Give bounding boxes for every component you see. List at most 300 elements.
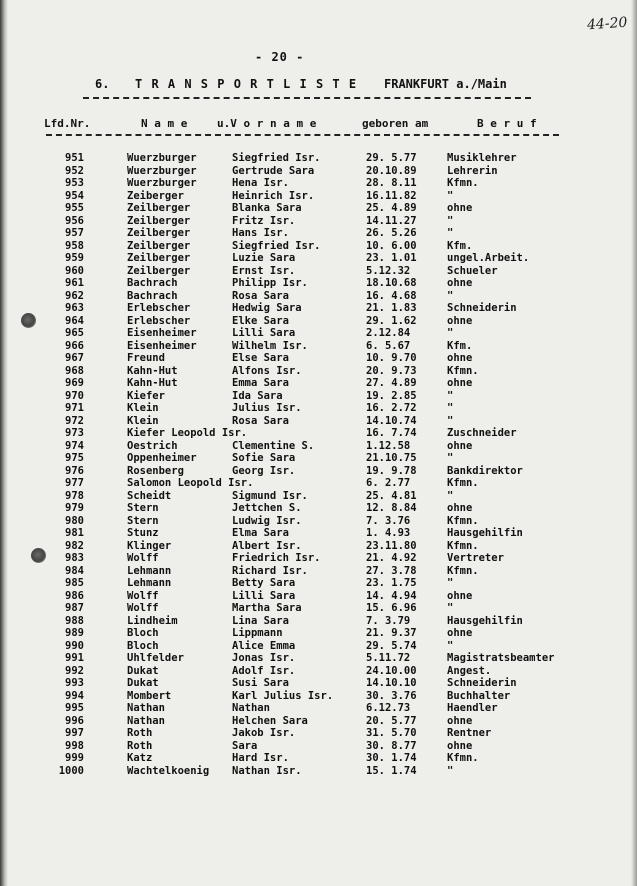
list-row (0, 577, 637, 590)
row-number: 979 (65, 502, 84, 514)
first-name: Siegfried Isr. (232, 239, 321, 252)
list-row (0, 552, 637, 565)
last-name: Wolff (127, 589, 159, 602)
list-row (0, 565, 637, 578)
row-number: 962 (65, 289, 84, 302)
last-name: Wuerzburger (127, 177, 197, 189)
first-name: Fritz Isr. (232, 214, 296, 227)
birth-date: 30. 3.76 (366, 689, 417, 702)
birth-date: 15. 6.96 (366, 602, 417, 614)
last-name: Oestrich (127, 439, 178, 452)
first-name: Jakob Isr. (232, 727, 296, 739)
last-name: Eisenheimer (127, 327, 197, 339)
row-number: 980 (65, 514, 84, 527)
birth-date: 29. 5.77 (366, 152, 417, 164)
row-number: 992 (65, 664, 84, 677)
row-number: 1000 (58, 764, 84, 777)
last-name: Wolff (127, 552, 159, 564)
birth-date: 10. 6.00 (366, 239, 417, 252)
list-row (0, 465, 637, 478)
list-row (0, 602, 637, 615)
birth-date: 21. 9.37 (366, 627, 417, 639)
occupation: Kfmn. (447, 539, 479, 552)
row-number: 991 (65, 652, 84, 664)
row-number: 976 (65, 464, 84, 477)
first-name: Rosa Sara (232, 289, 289, 302)
last-name: Freund (127, 352, 165, 364)
first-name: Blanka Sara (232, 202, 302, 214)
row-number: 961 (65, 277, 84, 289)
occupation: Hausgehilfin (447, 527, 523, 539)
occupation: " (447, 602, 454, 614)
last-name: Nathan (127, 702, 165, 714)
list-row (0, 290, 637, 303)
list-row (0, 415, 637, 428)
occupation: " (447, 214, 454, 227)
last-name: Stern (127, 514, 159, 527)
last-name: Dukat (127, 664, 159, 677)
list-row (0, 165, 637, 178)
last-name: Katz (127, 752, 153, 764)
list-row (0, 702, 637, 715)
row-number: 952 (65, 164, 84, 177)
place-heading: FRANKFURT a./Main (384, 77, 507, 91)
occupation: Kfmn. (447, 514, 479, 527)
first-name: Ernst Isr. (232, 264, 296, 277)
birth-date: 7. 3.79 (366, 614, 411, 627)
last-name: Klinger (127, 539, 172, 552)
column-header-geboren: geboren am (362, 117, 429, 130)
row-number: 982 (65, 539, 84, 552)
occupation: ohne (447, 627, 473, 639)
birth-date: 5.12.32 (366, 264, 411, 277)
first-name: Luzie Sara (232, 252, 296, 264)
occupation: Lehrerin (447, 164, 498, 177)
list-row (0, 327, 637, 340)
occupation: Kfmn. (447, 564, 479, 577)
birth-date: 23. 1.01 (366, 252, 417, 264)
list-row (0, 502, 637, 515)
first-name: Else Sara (232, 352, 289, 364)
occupation: " (447, 389, 454, 402)
list-row (0, 302, 637, 315)
birth-date: 20.10.89 (366, 164, 417, 177)
first-name: Hard Isr. (232, 752, 289, 764)
occupation: " (447, 639, 454, 652)
last-name: Zeilberger (127, 227, 191, 239)
last-name: Dukat (127, 677, 159, 689)
row-number: 988 (65, 614, 84, 627)
list-row (0, 265, 637, 278)
occupation: Vertreter (447, 552, 504, 564)
last-name: Wuerzburger (127, 152, 197, 164)
list-row (0, 315, 637, 328)
occupation: " (447, 289, 454, 302)
occupation: ohne (447, 352, 473, 364)
list-row (0, 240, 637, 253)
row-number: 974 (65, 439, 84, 452)
last-name: Lindheim (127, 614, 178, 627)
column-header-beruf: B e r u f (477, 117, 537, 130)
first-name: Wilhelm Isr. (232, 339, 308, 352)
birth-date: 15. 1.74 (366, 764, 417, 777)
occupation: Magistratsbeamter (447, 652, 555, 664)
list-row (0, 377, 637, 390)
row-number: 987 (65, 602, 84, 614)
birth-date: 25. 4.89 (366, 202, 417, 214)
first-name: Ludwig Isr. (232, 514, 302, 527)
birth-date: 16. 7.74 (366, 427, 417, 439)
first-name: Alice Emma (232, 639, 296, 652)
list-row (0, 615, 637, 628)
birth-date: 21. 1.83 (366, 302, 417, 314)
last-name: Zeiberger (127, 189, 184, 202)
first-name: Gertrude Sara (232, 164, 315, 177)
birth-date: 29. 5.74 (366, 639, 417, 652)
birth-date: 26. 5.26 (366, 227, 417, 239)
list-row (0, 452, 637, 465)
occupation: Rentner (447, 727, 492, 739)
first-name: Hans Isr. (232, 227, 289, 239)
first-name: Albert Isr. (232, 539, 302, 552)
first-name: Heinrich Isr. (232, 189, 315, 202)
list-row (0, 177, 637, 190)
last-name: Zeilberger (127, 214, 191, 227)
birth-date: 21.10.75 (366, 452, 417, 464)
list-row (0, 490, 637, 503)
column-header-nr: Lfd.Nr. (44, 117, 91, 130)
occupation: " (447, 189, 454, 202)
occupation: Kfmn. (447, 477, 479, 489)
row-number: 958 (65, 239, 84, 252)
occupation: ohne (447, 202, 473, 214)
occupation: " (447, 227, 454, 239)
row-number: 997 (65, 727, 84, 739)
first-name: Susi Sara (232, 677, 289, 689)
occupation: Kfm. (447, 239, 473, 252)
birth-date: 24.10.00 (366, 664, 417, 677)
birth-date: 1.12.58 (366, 439, 411, 452)
row-number: 951 (65, 152, 84, 164)
last-name: Kahn-Hut (127, 364, 178, 377)
birth-date: 16. 2.72 (366, 402, 417, 414)
transport-list (0, 152, 637, 777)
list-row (0, 740, 637, 753)
last-name: Klein (127, 414, 159, 427)
page-number: - 20 - (255, 50, 305, 64)
last-name: Lehmann (127, 564, 172, 577)
divider (83, 97, 531, 99)
last-name: Eisenheimer (127, 339, 197, 352)
list-row (0, 590, 637, 603)
list-row (0, 402, 637, 415)
last-name: Rosenberg (127, 464, 184, 477)
row-number: 969 (65, 377, 84, 389)
list-row (0, 340, 637, 353)
occupation: ungel.Arbeit. (447, 252, 530, 264)
first-name: Jettchen S. (232, 502, 302, 514)
occupation: Schneiderin (447, 302, 517, 314)
row-number: 986 (65, 589, 84, 602)
list-row (0, 252, 637, 265)
birth-date: 14.11.27 (366, 214, 417, 227)
first-name: Martha Sara (232, 602, 302, 614)
list-row (0, 540, 637, 553)
row-number: 966 (65, 339, 84, 352)
first-name: Helchen Sara (232, 714, 308, 727)
occupation: " (447, 327, 454, 339)
occupation: " (447, 414, 454, 427)
row-number: 975 (65, 452, 84, 464)
list-row (0, 440, 637, 453)
list-row (0, 227, 637, 240)
last-name: Klein (127, 402, 159, 414)
birth-date: 16.11.82 (366, 189, 417, 202)
birth-date: 6. 5.67 (366, 339, 411, 352)
last-name: Oppenheimer (127, 452, 197, 464)
row-number: 990 (65, 639, 84, 652)
occupation: ohne (447, 739, 473, 752)
first-name: Lippmann (232, 627, 283, 639)
row-number: 970 (65, 389, 84, 402)
row-number: 953 (65, 177, 84, 189)
row-number: 957 (65, 227, 84, 239)
list-row (0, 715, 637, 728)
first-name: Sigmund Isr. (232, 489, 308, 502)
row-number: 954 (65, 189, 84, 202)
last-name: Salomon Leopold Isr. (127, 477, 254, 489)
first-name: Clementine S. (232, 439, 315, 452)
first-name: Nathan (232, 702, 270, 714)
first-name: Nathan Isr. (232, 764, 302, 777)
birth-date: 6.12.73 (366, 702, 411, 714)
last-name: Erlebscher (127, 314, 191, 327)
list-row (0, 627, 637, 640)
last-name: Zeilberger (127, 239, 191, 252)
occupation: Schneiderin (447, 677, 517, 689)
occupation: ohne (447, 714, 473, 727)
occupation: " (447, 489, 454, 502)
list-row (0, 390, 637, 403)
last-name: Nathan (127, 714, 165, 727)
birth-date: 16. 4.68 (366, 289, 417, 302)
first-name: Sara (232, 739, 258, 752)
birth-date: 6. 2.77 (366, 477, 411, 489)
first-name: Ida Sara (232, 389, 283, 402)
row-number: 971 (65, 402, 84, 414)
row-number: 959 (65, 252, 84, 264)
birth-date: 7. 3.76 (366, 514, 411, 527)
occupation: ohne (447, 377, 473, 389)
birth-date: 30. 1.74 (366, 752, 417, 764)
row-number: 955 (65, 202, 84, 214)
list-row (0, 765, 637, 778)
occupation: Kfmn. (447, 752, 479, 764)
first-name: Hedwig Sara (232, 302, 302, 314)
birth-date: 18.10.68 (366, 277, 417, 289)
birth-date: 31. 5.70 (366, 727, 417, 739)
birth-date: 10. 9.70 (366, 352, 417, 364)
occupation: " (447, 577, 454, 589)
first-name: Betty Sara (232, 577, 296, 589)
last-name: Wuerzburger (127, 164, 197, 177)
row-number: 994 (65, 689, 84, 702)
margin-annotation: 44-20 (586, 14, 628, 34)
list-row (0, 752, 637, 765)
list-row (0, 515, 637, 528)
row-number: 967 (65, 352, 84, 364)
birth-date: 25. 4.81 (366, 489, 417, 502)
last-name: Bachrach (127, 277, 178, 289)
last-name: Stunz (127, 527, 159, 539)
occupation: Bankdirektor (447, 464, 523, 477)
row-number: 989 (65, 627, 84, 639)
row-number: 973 (65, 427, 84, 439)
row-number: 964 (65, 314, 84, 327)
first-name: Lilli Sara (232, 589, 296, 602)
occupation: ohne (447, 502, 473, 514)
birth-date: 14.10.74 (366, 414, 417, 427)
occupation: Kfmn. (447, 177, 479, 189)
last-name: Wachtelkoenig (127, 764, 210, 777)
list-row (0, 690, 637, 703)
page-title: T R A N S P O R T L I S T E (135, 77, 358, 91)
row-number: 984 (65, 564, 84, 577)
first-name: Georg Isr. (232, 464, 296, 477)
list-row (0, 152, 637, 165)
column-header-vorname: u.V o r n a m e (217, 117, 317, 130)
row-number: 998 (65, 739, 84, 752)
list-row (0, 352, 637, 365)
last-name: Mombert (127, 689, 172, 702)
first-name: Jonas Isr. (232, 652, 296, 664)
row-number: 978 (65, 489, 84, 502)
first-name: Lilli Sara (232, 327, 296, 339)
list-row (0, 427, 637, 440)
row-number: 996 (65, 714, 84, 727)
first-name: Siegfried Isr. (232, 152, 321, 164)
row-number: 968 (65, 364, 84, 377)
first-name: Emma Sara (232, 377, 289, 389)
occupation: Angest. (447, 664, 492, 677)
occupation: Hausgehilfin (447, 614, 523, 627)
row-number: 995 (65, 702, 84, 714)
birth-date: 23.11.80 (366, 539, 417, 552)
birth-date: 12. 8.84 (366, 502, 417, 514)
first-name: Lina Sara (232, 614, 289, 627)
last-name: Lehmann (127, 577, 172, 589)
list-row (0, 190, 637, 203)
occupation: ohne (447, 277, 473, 289)
birth-date: 21. 4.92 (366, 552, 417, 564)
list-row (0, 215, 637, 228)
birth-date: 29. 1.62 (366, 314, 417, 327)
birth-date: 1. 4.93 (366, 527, 411, 539)
birth-date: 2.12.84 (366, 327, 411, 339)
list-row (0, 527, 637, 540)
birth-date: 5.11.72 (366, 652, 411, 664)
occupation: " (447, 764, 454, 777)
row-number: 983 (65, 552, 84, 564)
first-name: Elma Sara (232, 527, 289, 539)
first-name: Hena Isr. (232, 177, 289, 189)
list-row (0, 277, 637, 290)
first-name: Julius Isr. (232, 402, 302, 414)
birth-date: 20. 5.77 (366, 714, 417, 727)
first-name: Philipp Isr. (232, 277, 308, 289)
first-name: Sofie Sara (232, 452, 296, 464)
first-name: Richard Isr. (232, 564, 308, 577)
row-number: 999 (65, 752, 84, 764)
birth-date: 27. 3.78 (366, 564, 417, 577)
occupation: ohne (447, 314, 473, 327)
last-name: Roth (127, 727, 153, 739)
first-name: Elke Sara (232, 314, 289, 327)
occupation: ohne (447, 439, 473, 452)
last-name: Zeilberger (127, 202, 191, 214)
last-name: Stern (127, 502, 159, 514)
row-number: 972 (65, 414, 84, 427)
last-name: Scheidt (127, 489, 172, 502)
column-header-name: N a m e (141, 117, 188, 130)
last-name: Wolff (127, 602, 159, 614)
birth-date: 19. 9.78 (366, 464, 417, 477)
birth-date: 28. 8.11 (366, 177, 417, 189)
list-row (0, 677, 637, 690)
occupation: " (447, 402, 454, 414)
list-row (0, 640, 637, 653)
occupation: Musiklehrer (447, 152, 517, 164)
first-name: Rosa Sara (232, 414, 289, 427)
last-name: Zeilberger (127, 264, 191, 277)
last-name: Uhlfelder (127, 652, 184, 664)
occupation: Buchhalter (447, 689, 511, 702)
list-row (0, 477, 637, 490)
last-name: Kiefer (127, 389, 165, 402)
last-name: Zeilberger (127, 252, 191, 264)
row-number: 985 (65, 577, 84, 589)
occupation: ohne (447, 589, 473, 602)
first-name: Adolf Isr. (232, 664, 296, 677)
birth-date: 14.10.10 (366, 677, 417, 689)
last-name: Roth (127, 739, 153, 752)
last-name: Bloch (127, 627, 159, 639)
first-name: Friedrich Isr. (232, 552, 321, 564)
row-number: 965 (65, 327, 84, 339)
occupation: Kfm. (447, 339, 473, 352)
last-name: Erlebscher (127, 302, 191, 314)
last-name: Kahn-Hut (127, 377, 178, 389)
row-number: 981 (65, 527, 84, 539)
list-row (0, 652, 637, 665)
birth-date: 19. 2.85 (366, 389, 417, 402)
list-row (0, 727, 637, 740)
occupation: Haendler (447, 702, 498, 714)
birth-date: 30. 8.77 (366, 739, 417, 752)
occupation: Zuschneider (447, 427, 517, 439)
list-row (0, 365, 637, 378)
occupation: " (447, 452, 454, 464)
row-number: 977 (65, 477, 84, 489)
row-number: 993 (65, 677, 84, 689)
last-name: Bloch (127, 639, 159, 652)
birth-date: 23. 1.75 (366, 577, 417, 589)
occupation: Kfmn. (447, 364, 479, 377)
last-name: Bachrach (127, 289, 178, 302)
divider (46, 134, 559, 136)
row-number: 960 (65, 264, 84, 277)
last-name: Kiefer Leopold Isr. (127, 427, 248, 439)
